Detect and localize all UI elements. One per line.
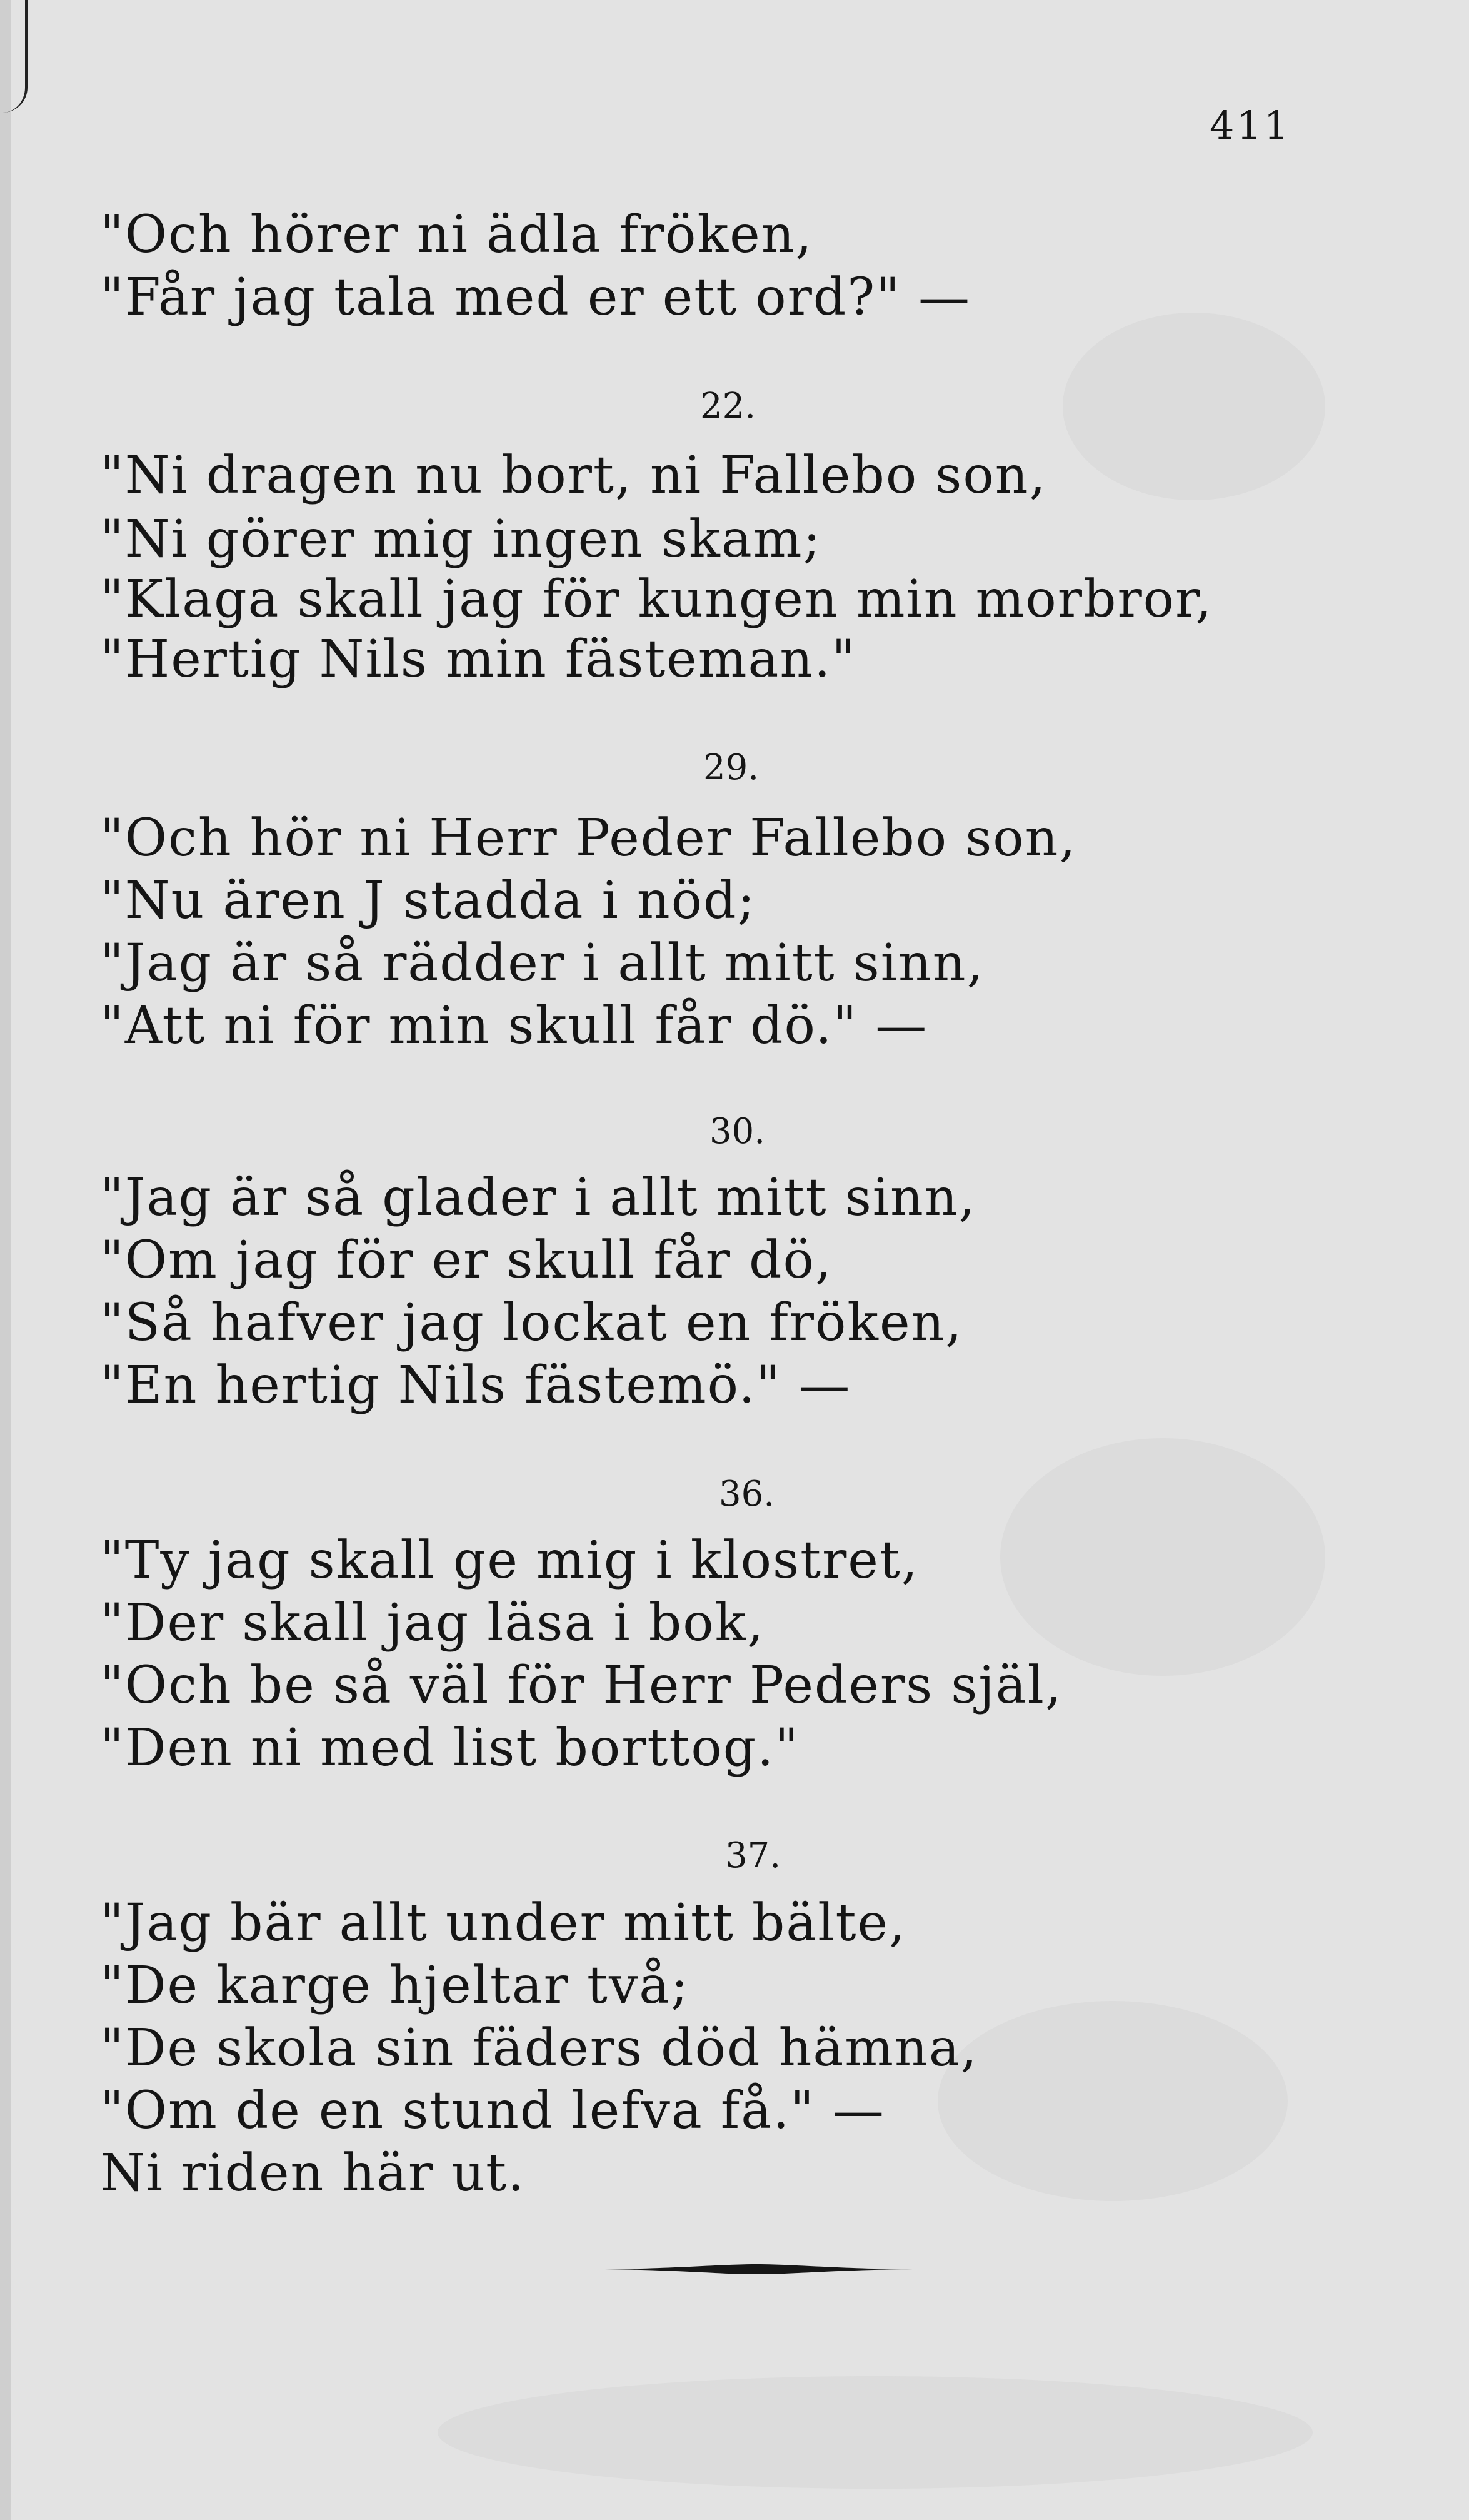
page-fold-curve — [0, 0, 28, 113]
verse-line: "Jag bär allt under mitt bälte, — [100, 1893, 907, 1953]
verse-line: "En hertig Nils fästemö." — — [100, 1356, 851, 1415]
verse-line: "Om jag för er skull får dö, — [100, 1231, 833, 1290]
paper-stain — [938, 2001, 1288, 2201]
verse-line: "Om de en stund lefva få." — — [100, 2081, 885, 2140]
verse-line: "De karge hjeltar två; — [100, 1956, 689, 2015]
verse-line: "Ni dragen nu bort, ni Fallebo son, — [100, 446, 1047, 505]
paper-stain — [1000, 1438, 1325, 1676]
end-ornament-rule — [594, 2264, 919, 2275]
verse-line: "Hertig Nils min fästeman." — [100, 630, 856, 689]
stanza-number: 22. — [700, 386, 756, 426]
page-binding-edge — [0, 0, 11, 2520]
verse-line: "Jag är så rädder i allt mitt sinn, — [100, 934, 985, 993]
verse-line: "Nu ären J stadda i nöd; — [100, 871, 756, 930]
verse-line: "Så hafver jag lockat en fröken, — [100, 1293, 963, 1353]
paper-stain — [1063, 313, 1325, 500]
verse-line: "Får jag tala med er ett ord?" — — [100, 268, 971, 327]
verse-line: "Och hör ni Herr Peder Fallebo son, — [100, 809, 1077, 868]
verse-line: "Och hörer ni ädla fröken, — [100, 205, 813, 265]
verse-line: "Ty jag skall ge mig i klostret, — [100, 1531, 919, 1590]
stanza-number: 36. — [719, 1474, 775, 1515]
verse-line: Ni riden här ut. — [100, 2144, 526, 2203]
stanza-number: 37. — [725, 1835, 781, 1876]
verse-line: "Och be så väl för Herr Peders själ, — [100, 1656, 1063, 1715]
verse-line: "Att ni för min skull får dö." — — [100, 996, 928, 1056]
stanza-number: 29. — [703, 747, 760, 788]
verse-line: "Den ni med list borttog." — [100, 1718, 800, 1778]
verse-line: "De skola sin fäders död hämna, — [100, 2019, 978, 2078]
stanza-number: 30. — [709, 1111, 766, 1152]
paper-stain — [438, 2376, 1313, 2489]
verse-line: "Jag är så glader i allt mitt sinn, — [100, 1168, 976, 1227]
verse-line: "Klaga skall jag för kungen min morbror, — [100, 570, 1213, 629]
page-number: 411 — [1210, 103, 1291, 148]
verse-line: "Ni görer mig ingen skam; — [100, 510, 822, 569]
verse-line: "Der skall jag läsa i bok, — [100, 1593, 765, 1653]
